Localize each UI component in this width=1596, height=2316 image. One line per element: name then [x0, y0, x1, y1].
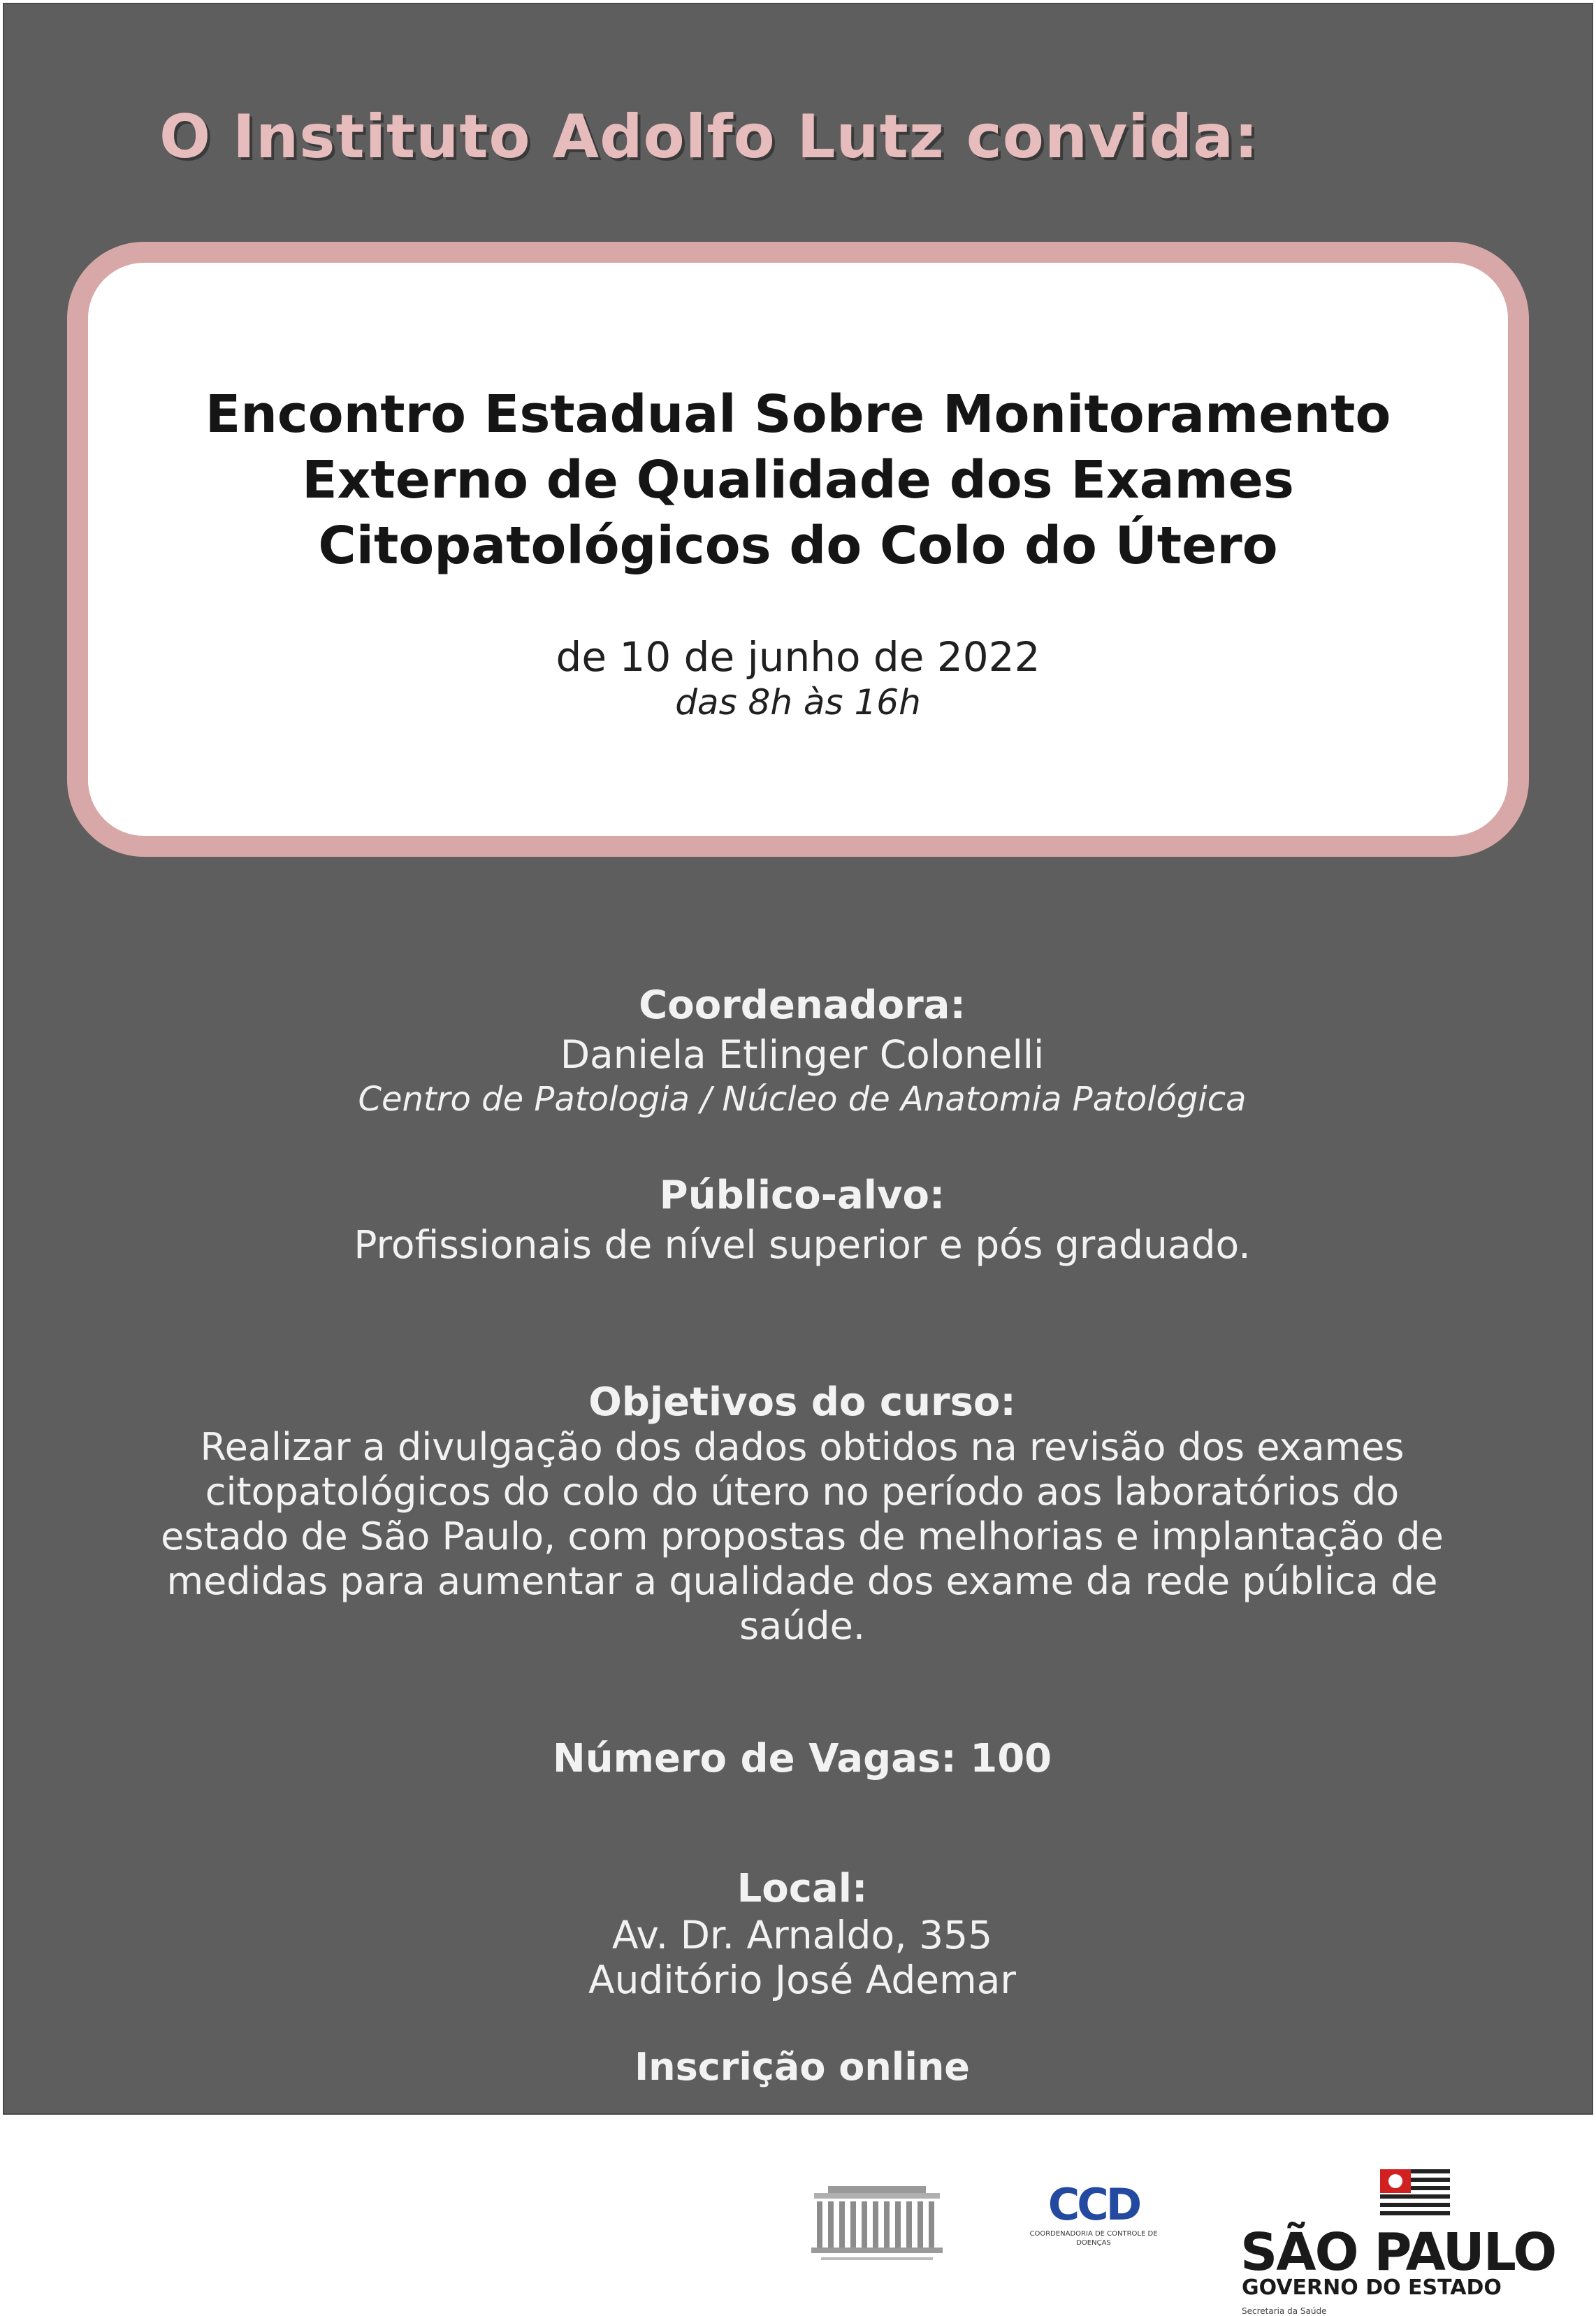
ccd-mark: CCD: [1047, 2179, 1140, 2230]
event-title-line: Externo de Qualidade dos Exames: [302, 450, 1294, 510]
ccd-subtitle: COORDENADORIA DE CONTROLE DE DOENÇAS: [1029, 2230, 1158, 2247]
audience-heading: Público-alvo:: [659, 1173, 945, 1218]
sao-paulo-subtitle: GOVERNO DO ESTADO: [1242, 2275, 1502, 2300]
objectives-line: saúde.: [739, 1604, 866, 1648]
instituto-adolfo-lutz-logo: [807, 2178, 947, 2268]
vacancies-section: [4, 1736, 1596, 1781]
sao-paulo-title: SÃO PAULO: [1240, 2222, 1556, 2282]
objectives-line: citopatológicos do colo do útero no período aos laboratórios do: [205, 1470, 1400, 1514]
event-title: [88, 382, 1508, 579]
invite-heading: O Instituto Adolfo Lutz convida:: [159, 102, 1259, 172]
event-time: das 8h às 16h: [675, 682, 921, 723]
sao-paulo-secretaria: Secretaria da Saúde: [1242, 2306, 1327, 2316]
objectives-section: [4, 1380, 1596, 1649]
objectives-heading: Objetivos do curso:: [588, 1380, 1016, 1425]
location-room: Auditório José Ademar: [588, 1957, 1017, 2002]
registration-link[interactable]: Inscrição online: [634, 2045, 970, 2089]
objectives-line: estado de São Paulo, com propostas de melhorias e implantação de: [161, 1514, 1444, 1558]
event-date: de 10 de junho de 2022: [556, 633, 1040, 681]
objectives-line: medidas para aumentar a qualidade dos exame da rede pública de: [166, 1559, 1438, 1603]
event-title-line: Citopatológicos do Colo do Útero: [318, 516, 1278, 576]
ccd-logo: [1027, 2180, 1160, 2278]
event-title-line: Encontro Estadual Sobre Monitoramento: [205, 384, 1391, 444]
location-section: [4, 1866, 1596, 2002]
poster: [4, 4, 1592, 2113]
location-heading: Local:: [737, 1866, 868, 1911]
audience-section: [4, 1173, 1596, 1267]
sao-paulo-logo: [1233, 2162, 1562, 2316]
footer-logos: [0, 2118, 1596, 2316]
registration-section: [4, 2045, 1596, 2089]
coordinator-section: [4, 983, 1596, 1119]
event-card: [67, 242, 1529, 857]
sao-paulo-flag-icon: [1373, 2162, 1457, 2229]
location-address: Av. Dr. Arnaldo, 355: [611, 1913, 993, 1957]
building-icon: [807, 2178, 947, 2268]
audience-text: Profissionais de nível superior e pós graduado.: [354, 1222, 1251, 1267]
coordinator-name: Daniela Etlinger Colonelli: [560, 1032, 1045, 1077]
coordinator-heading: Coordenadora:: [639, 983, 966, 1028]
objectives-line: Realizar a divulgação dos dados obtidos na revisão dos exames: [200, 1425, 1405, 1469]
coordinator-affiliation: Centro de Patologia / Núcleo de Anatomia Patológica: [358, 1080, 1247, 1119]
objectives-text: [4, 1425, 1596, 1649]
vacancies-text: Número de Vagas: 100: [552, 1736, 1052, 1781]
